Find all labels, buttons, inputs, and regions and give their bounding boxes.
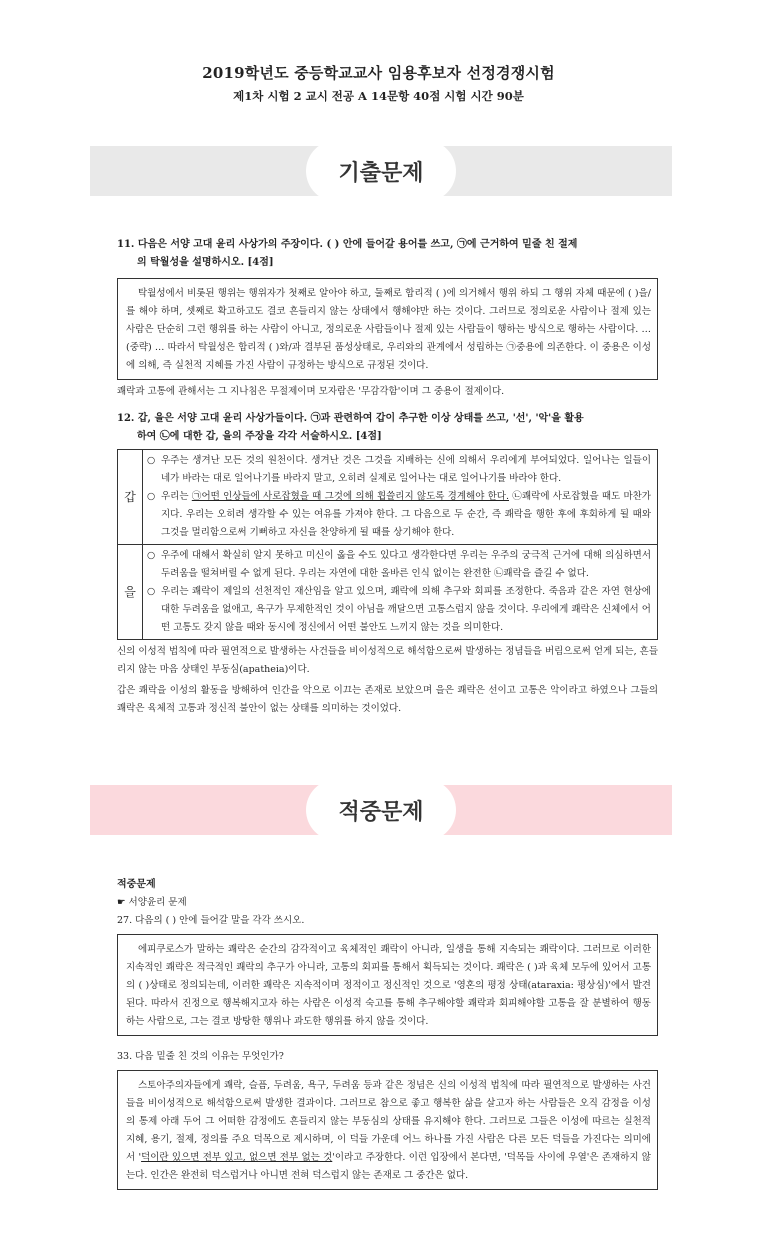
bullet-circle-icon: ○ — [147, 455, 156, 466]
section-title-past: 기출문제 — [306, 140, 456, 202]
question-11-line1: 11. 다음은 서양 고대 윤리 사상가의 주장이다. ( ) 안에 들어갈 용어를 쓰고, ㉠에 근거하여 밑줄 친 절제 — [117, 239, 578, 250]
bullet-circle-icon: ○ — [147, 586, 156, 597]
question-11-passage: 탁월성에서 비롯된 행위는 행위자가 첫째로 알아야 하고, 둘째로 합리적 ( )에 의거해서 행위 하되 그 행위 자체 때문에 ( )을/를 해야 하며, 셋째로 확고하고도 결코 흔들리지 않는 상태에서 행해야만 하는 것이다. 그러므로 정의로운 사람이나 절제 있는 사람은 단순히 그런 행위를 하는 사람이 아니고, 정의로운 사람들이나 절제 있는 사람들이 행하는 방식으로 행하는 사람이다. … (중략) … 따라서 탁월성은 합리적 ( )와/과 결부된 품성상태로, 우리와의 관계에서 성립하는 ㉠중용에 의존한다. 이 중용은 이성에 의해, 즉 실천적 지혜를 가진 사람이 규정하는 방식으로 규정된 것이다. — [126, 288, 651, 371]
speaker-label-gap: 갑 — [118, 450, 143, 545]
question-11-line2: 의 탁월성을 설명하시오. [4점] — [137, 257, 274, 268]
speaker-text-eul — [143, 545, 658, 640]
question-33-passage-pre: 스토아주의자들에게 쾌락, 슬픔, 두려움, 욕구, 두려움 등과 같은 정념은 신의 이성적 법칙에 따라 필연적으로 발생하는 사건들을 비이성적으로 해석함으로써 발생한 결과이다. 그러므로 참으로 좋고 행복한 삶을 살고자 하는 사람들은 오직 감정을 이성의 통제 아래 두어 그 어떠한 감정에도 흔들리지 않는 부동심의 상태를 유지해야 한다. 그러므로 그들은 이성에 따르는 실천적 지혜, 용기, 절제, 정의를 주요 덕목으로 제시하며, 이 덕들 가운데 어느 하나를 가진 사람은 다른 모든 덕들을 가진다는 의미에서 ' — [126, 1080, 651, 1163]
bullet-circle-icon: ○ — [147, 491, 156, 502]
question-12 — [117, 410, 658, 718]
question-12-note-2: 갑은 쾌락을 이성의 활동을 방해하여 인간을 악으로 이끄는 존재로 보았으며 을은 쾌락은 선이고 고통은 악이라고 하였으나 그들의 쾌락은 육체적 고통과 정신적 불안이 없는 상태를 의미하는 것이었다. — [117, 685, 658, 714]
gap-statement-2-post: ㉡쾌락에 사로잡혔을 때도 마찬가지다. 우리는 오히려 생각할 수 있는 여유를 가져야 한다. 그 다음으로 두 순간, 즉 쾌락을 행한 후에 후회하게 될 때와 그것을 멀리함으로써 기뻐하고 자신을 찬양하게 될 때를 상기해야 한다. — [161, 491, 651, 538]
question-12-line2: 하여 ㉡에 대한 갑, 을의 주장을 각각 서술하시오. [4점] — [137, 431, 382, 442]
hit-tag: 적중문제 — [117, 879, 156, 890]
eul-statement-2: 우리는 쾌락이 제일의 선천적인 재산임을 알고 있으며, 쾌락에 의해 추구와 회피를 조정한다. 죽음과 같은 자연 현상에 대한 두려움을 없애고, 욕구가 무제한적인 것이 아님을 깨달으면 고통스럽지 않을 것이다. 우리에게 쾌락은 신체에서 어떤 고통도 갖지 않을 때와 동시에 정신에서 어떤 불안도 느끼지 않는 것을 의미한다. — [161, 586, 651, 633]
question-12-table — [117, 449, 658, 640]
section-band-past — [90, 146, 672, 196]
exam-subtitle: 제1차 시험 2 교시 전공 A 14문항 40점 시험 시간 90분 — [233, 89, 524, 103]
exam-header — [0, 62, 757, 104]
question-33-passage-underlined: 덕이란 있으면 전부 있고, 없으면 전부 없는 것 — [141, 1152, 333, 1163]
question-33-passage — [126, 1077, 651, 1185]
question-11 — [117, 236, 658, 401]
table-row-eul — [118, 545, 658, 640]
section-band-hit — [90, 785, 672, 835]
hit-subtag: ☛ 서양윤리 문제 — [117, 897, 187, 908]
speaker-text-gap — [143, 450, 658, 545]
gap-statement-2-underlined: ㉠어떤 인상들에 사로잡혔을 때 그것에 의해 휩쓸리지 않도록 경계해야 한다. — [191, 491, 509, 502]
list-item — [147, 583, 651, 637]
hit-section — [117, 876, 658, 1190]
list-item — [147, 488, 651, 542]
eul-statement-1: 우주에 대해서 확실히 알지 못하고 미신이 옳을 수도 있다고 생각한다면 우리는 우주의 궁극적 근거에 대해 의심하면서 두려움을 떨쳐버릴 수 없게 된다. 우리는 자연에 대한 올바른 인식 없이는 완전한 ㉡쾌락을 즐길 수 없다. — [161, 550, 651, 579]
question-12-line1: 12. 갑, 을은 서양 고대 윤리 사상가들이다. ㉠과 관련하여 갑이 추구한 이상 상태를 쓰고, '선', '악'을 활용 — [117, 413, 584, 424]
question-12-prompt — [117, 410, 658, 446]
gap-statement-2 — [161, 488, 651, 542]
question-33-passage-box — [117, 1070, 658, 1190]
gap-statement-1: 우주는 생겨난 모든 것의 원천이다. 생겨난 것은 그것을 지배하는 신에 의해서 우리에게 부여되었다. 일어나는 일들이 네가 바라는 대로 일어나기를 바라지 말고, 오히려 실제로 일어나는 대로 일어나기를 바라야 한다. — [161, 455, 651, 484]
question-11-note: 쾌락과 고통에 관해서는 그 지나침은 무절제이며 모자람은 '무감각함'이며 그 중용이 절제이다. — [117, 386, 505, 397]
question-27-passage: 에피쿠로스가 말하는 쾌락은 순간의 감각적이고 육체적인 쾌락이 아니라, 일생을 통해 지속되는 쾌락이다. 그러므로 이러한 지속적인 쾌락은 적극적인 쾌락의 추구가 아니라, 고통의 회피를 통해서 획득되는 것이다. 쾌락은 ( )과 육체 모두에 있어서 고통의 ( )상태로 정의되는데, 이러한 쾌락은 지속적이며 정적이고 정신적인 것으로 '영혼의 평정 상태(ataraxia: 평상심)'에서 발견된다. 따라서 진정으로 행복해지고자 하는 사람은 이성적 숙고를 통해 추구해야할 쾌락과 회피해야할 고통을 잘 분별하여 행동하는 사람으로, 그는 결코 방탕한 행위나 과도한 행위를 하지 않을 것이다. — [126, 944, 651, 1027]
question-11-passage-box — [117, 278, 658, 380]
question-27-prompt: 27. 다음의 ( ) 안에 들어갈 말을 각각 쓰시오. — [117, 915, 305, 926]
gap-statement-2-pre: 우리는 — [161, 491, 192, 502]
section-title-hit: 적중문제 — [306, 779, 456, 841]
question-33-passage-post: '이라고 주장한다. 이런 입장에서 본다면, '덕목들 사이에 우열'은 존재하지 않는다. 인간은 완전히 덕스럽거나 아니면 전혀 덕스럽지 않는 존재로 그 중간은 없다. — [126, 1152, 651, 1181]
speaker-label-eul: 을 — [118, 545, 143, 640]
list-item — [147, 547, 651, 583]
question-12-note-1: 신의 이성적 법칙에 따라 필연적으로 발생하는 사건들을 비이성적으로 해석함으로써 발생하는 정념들을 버림으로써 얻게 되는, 흔들리지 않는 마음 상태인 부동심(apatheia)이다. — [117, 646, 658, 675]
question-27-passage-box — [117, 934, 658, 1036]
list-item — [147, 452, 651, 488]
question-11-prompt — [117, 236, 658, 272]
bullet-circle-icon: ○ — [147, 550, 156, 561]
exam-title: 2019학년도 중등학교교사 임용후보자 선정경쟁시험 — [202, 64, 555, 82]
question-33-prompt: 33. 다음 밑줄 친 것의 이유는 무엇인가? — [117, 1051, 284, 1062]
table-row-gap — [118, 450, 658, 545]
